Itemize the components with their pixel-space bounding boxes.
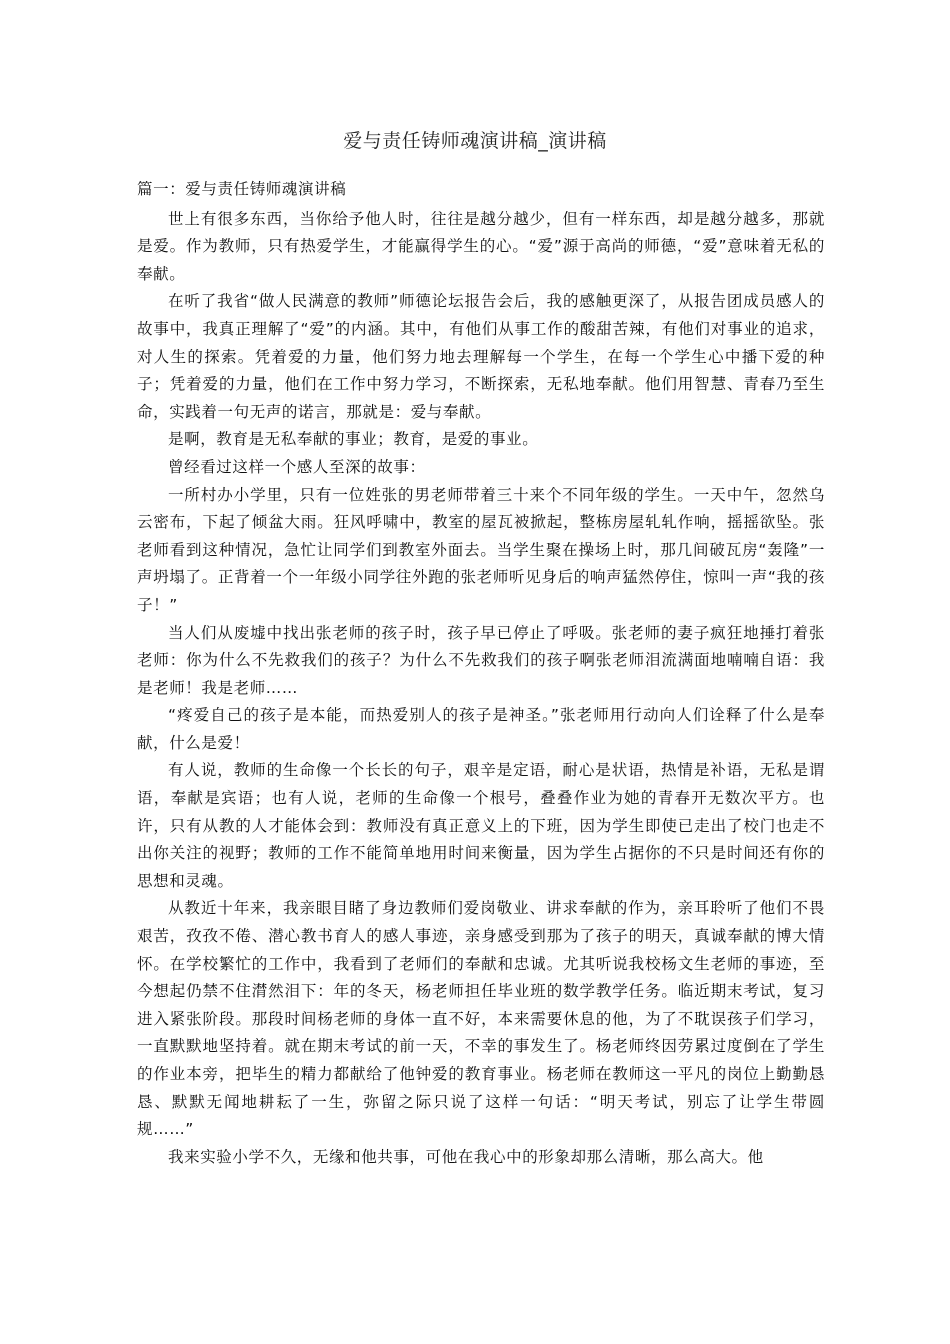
paragraph: 有人说，教师的生命像一个长长的句子，艰辛是定语，耐心是状语，热情是补语，无私是谓语，奉献是宾语；也有人说，老师的生命像一个根号，叠叠作业为她的青春开无数次平方。也许，只有从教的人才能体会到：教师没有真正意义上的下班，因为学生即使已走出了校门也走不出你关注的视野；教师的工作不能简单地用时间来衡量，因为学生占据你的不只是时间还有你的思想和灵魂。 [137, 761, 825, 890]
section-heading: 篇一：爱与责任铸师魂演讲稿 [137, 180, 347, 198]
paragraph: 从教近十年来，我亲眼目睹了身边教师们爱岗敬业、讲求奉献的作为，亲耳聆听了他们不畏艰苦，孜孜不倦、潜心教书育人的感人事迹，亲身感受到那为了孩子的明天，真诚奉献的博大情怀。在学校繁忙的工作中，我看到了老师们的奉献和忠诚。尤其听说我校杨文生老师的事迹，至今想起仍禁不住潸然泪下：年的冬天，杨老师担任毕业班的数学教学任务。临近期末考试，复习进入紧张阶段。那段时间杨老师的身体一直不好，本来需要休息的他，为了不耽误孩子们学习，一直默默地坚持着。就在期末考试的前一天，不幸的事发生了。杨老师终因劳累过度倒在了学生的作业本旁，把毕生的精力都献给了他钟爱的教育事业。杨老师在教师这一平凡的岗位上勤勤恳恳、默默无闻地耕耘了一生，弥留之际只说了这样一句话：“明天考试，别忘了让学生带圆规……” [137, 899, 825, 1139]
document-title: 爱与责任铸师魂演讲稿_演讲稿 [343, 130, 607, 152]
paragraph: 在听了我省“做人民满意的教师”师德论坛报告会后，我的感触更深了，从报告团成员感人的故事中，我真正理解了“爱”的内涵。其中，有他们从事工作的酸甜苦辣，有他们对事业的追求，对人生的探索。凭着爱的力量，他们努力地去理解每一个学生，在每一个学生心中播下爱的种子；凭着爱的力量，他们在工作中努力学习，不断探索，无私地奉献。他们用智慧、青春乃至生命，实践着一句无声的诺言，那就是：爱与奉献。 [137, 292, 825, 421]
document-body [137, 176, 825, 1171]
paragraph: 当人们从废墟中找出张老师的孩子时，孩子早已停止了呼吸。张老师的妻子疯狂地捶打着张老师：你为什么不先救我们的孩子？为什么不先救我们的孩子啊张老师泪流满面地喃喃自语：我是老师！我是老师…… [137, 623, 825, 697]
paragraph: 是啊，教育是无私奉献的事业；教育，是爱的事业。 [168, 430, 539, 449]
paragraph: 曾经看过这样一个感人至深的故事： [168, 457, 426, 476]
paragraph: “疼爱自己的孩子是本能，而热爱别人的孩子是神圣。”张老师用行动向人们诠释了什么是奉献，什么是爱！ [137, 706, 825, 752]
paragraph: 世上有很多东西，当你给予他人时，往往是越分越少，但有一样东西，却是越分越多，那就是爱。作为教师，只有热爱学生，才能赢得学生的心。“爱”源于高尚的师德，“爱”意味着无私的奉献。 [137, 209, 825, 283]
paragraph: 一所村办小学里，只有一位姓张的男老师带着三十来个不同年级的学生。一天中午，忽然乌云密布，下起了倾盆大雨。狂风呼啸中，教室的屋瓦被掀起，整栋房屋轧轧作响，摇摇欲坠。张老师看到这种情况，急忙让同学们到教室外面去。当学生聚在操场上时，那几间破瓦房“轰隆”一声坍塌了。正背着一个一年级小同学往外跑的张老师听见身后的响声猛然停住，惊叫一声“我的孩子！” [137, 485, 825, 614]
paragraph: 我来实验小学不久，无缘和他共事，可他在我心中的形象却那么清晰，那么高大。他 [168, 1147, 764, 1166]
